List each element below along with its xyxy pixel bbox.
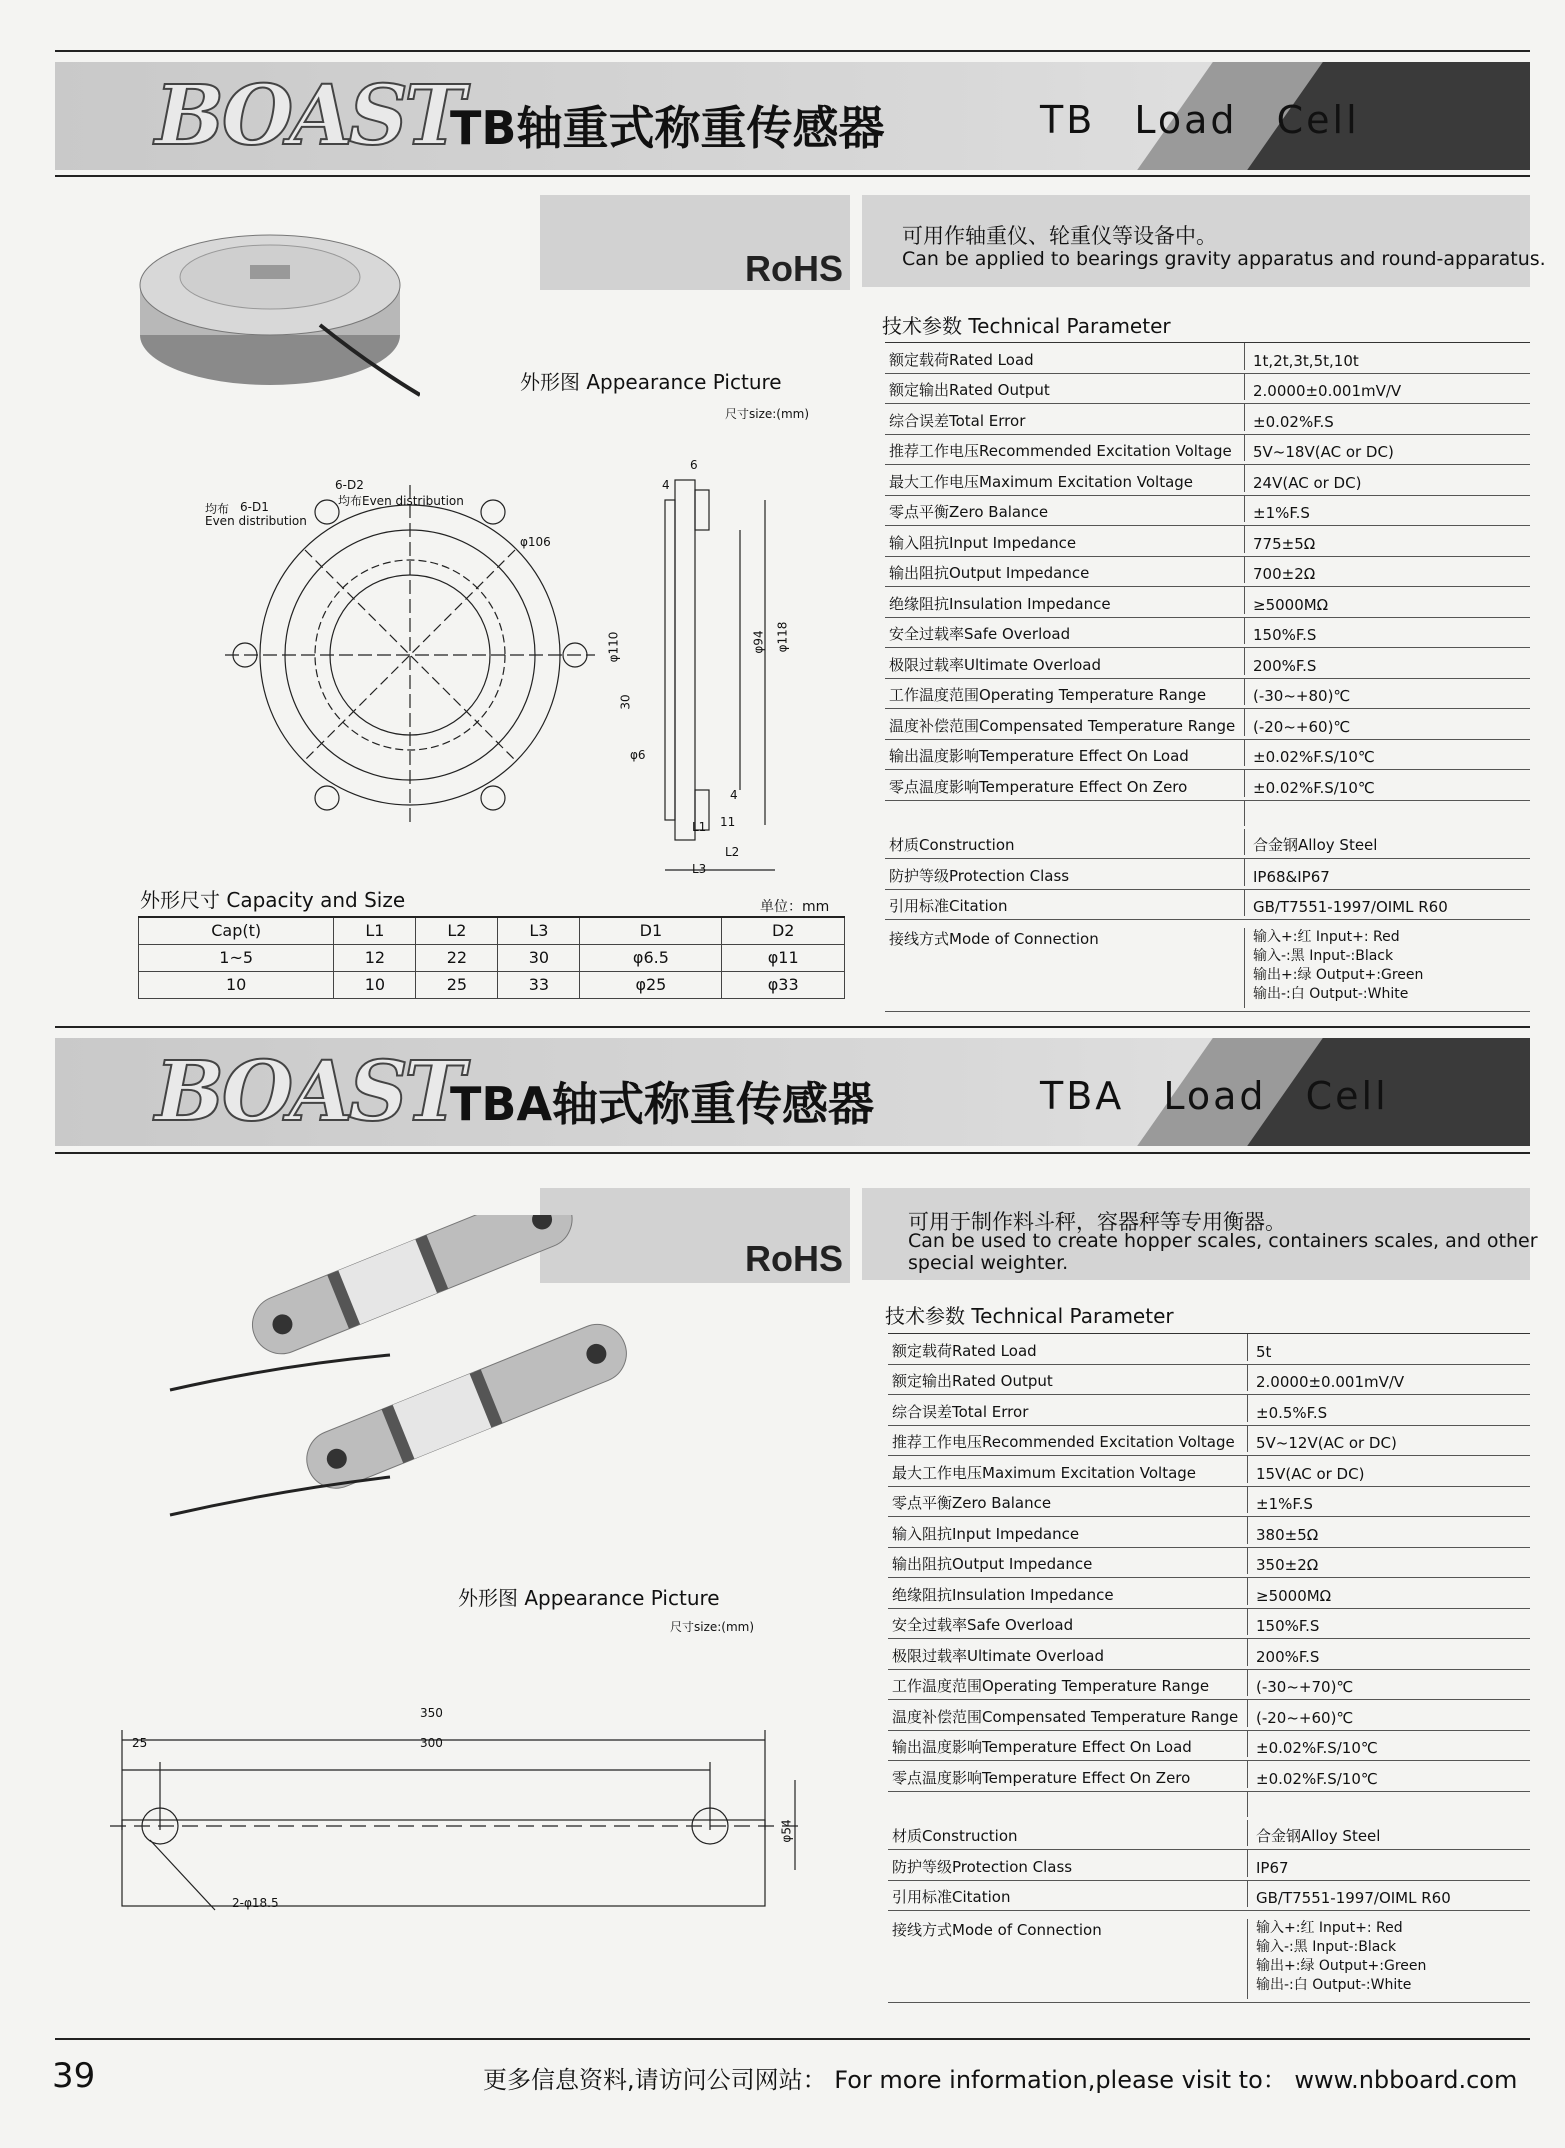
- spec-row: [888, 1731, 1530, 1762]
- spec-row: [888, 1487, 1530, 1518]
- footer-rule: [55, 2038, 1530, 2040]
- size-unit-label: 尺寸size:(mm): [670, 1620, 755, 1634]
- size-cell: φ25: [580, 971, 722, 998]
- spec-value: ±0.02%F.S/10℃: [1256, 1769, 1378, 1788]
- desc-en: Can be used to create hopper scales, containers scales, and other: [908, 1230, 1538, 1252]
- drawing-label-350: 350: [420, 1706, 443, 1720]
- spec-row: [885, 618, 1530, 649]
- spec-row: [888, 1820, 1530, 1851]
- spec-row: [885, 465, 1530, 496]
- spec-key: 额定输出Rated Output: [885, 374, 1245, 401]
- spec-value: GB/T7551-1997/OIML R60: [1253, 898, 1448, 916]
- spec-row: [885, 648, 1530, 679]
- spec-value: 5t: [1256, 1342, 1272, 1361]
- desc-cn: 可用于制作料斗秤，容器秤等专用衡器。: [908, 1210, 1286, 1234]
- size-header: D2: [722, 917, 845, 944]
- spec-value: 200%F.S: [1253, 656, 1317, 675]
- drawing-label-6d2: 6-D2: [335, 478, 364, 492]
- connection-line: 输入+:红 Input+: Red: [1253, 929, 1400, 945]
- spec-key: 零点平衡Zero Balance: [885, 496, 1245, 523]
- drawing-label-11: 11: [720, 815, 736, 829]
- spec-row: [888, 1395, 1530, 1426]
- spec-key: 防护等级Protection Class: [888, 1850, 1248, 1877]
- spec-row: [888, 1578, 1530, 1609]
- spec-gap-cell: [888, 1792, 1248, 1817]
- product-title-cn: TB轴重式称重传感器: [450, 101, 885, 155]
- spec-row: [885, 679, 1530, 710]
- size-cell: 30: [498, 944, 580, 971]
- spec-row: [885, 343, 1530, 374]
- spec-row: [888, 1850, 1530, 1881]
- product-title-cn: TBA轴式称重传感器: [450, 1077, 875, 1131]
- spec-row: [888, 1548, 1530, 1579]
- spec-value: ±0.02%F.S/10℃: [1253, 778, 1375, 797]
- bottom-header-underline: [55, 1152, 1530, 1154]
- size-cell: φ6.5: [580, 944, 722, 971]
- tb-spec-table: [885, 342, 1530, 1012]
- size-cell: 25: [416, 971, 498, 998]
- drawing-label-even-en: Even distribution: [205, 514, 307, 528]
- product-title-en: TBA Load Cell: [1040, 1074, 1389, 1118]
- spec-key: 综合误差Total Error: [888, 1395, 1248, 1422]
- drawing-label-phi106: φ106: [520, 535, 551, 549]
- spec-row: [888, 1517, 1530, 1548]
- size-cell: 1~5: [139, 944, 334, 971]
- size-cell: 22: [416, 944, 498, 971]
- size-cell: 10: [334, 971, 416, 998]
- spec-key: 零点温度影响Temperature Effect On Zero: [888, 1761, 1248, 1788]
- spec-gap: [885, 801, 1530, 829]
- size-header: L1: [334, 917, 416, 944]
- spec-key: 输出温度影响Temperature Effect On Load: [885, 740, 1245, 767]
- spec-row: [885, 829, 1530, 860]
- spec-row: [885, 770, 1530, 801]
- spec-value: 15V(AC or DC): [1256, 1464, 1365, 1483]
- spec-row: [885, 526, 1530, 557]
- drawing-label-30: 30: [618, 694, 633, 710]
- spec-key: 温度补偿范围Compensated Temperature Range: [888, 1700, 1248, 1727]
- spec-key: 工作温度范围Operating Temperature Range: [885, 679, 1245, 706]
- capacity-size-table: [138, 916, 845, 999]
- desc-en: Can be applied to bearings gravity apparatus and round-apparatus.: [902, 248, 1546, 270]
- size-cell: φ11: [722, 944, 845, 971]
- spec-key: 安全过载率Safe Overload: [885, 618, 1245, 645]
- spec-key: 安全过载率Safe Overload: [888, 1609, 1248, 1636]
- spec-value: 2.0000±0.001mV/V: [1253, 382, 1402, 400]
- spec-value: ±0.02%F.S/10℃: [1256, 1739, 1378, 1757]
- brand-logo: BOAST: [155, 68, 462, 164]
- size-cell: 33: [498, 971, 580, 998]
- drawing-label-phi110: φ110: [606, 631, 621, 663]
- spec-value: ≥5000MΩ: [1253, 595, 1329, 614]
- connection-line: 输入-:黑 Input-:Black: [1256, 1939, 1397, 1955]
- drawing-label-phi54: φ54: [779, 1819, 794, 1843]
- spec-key: 综合误差Total Error: [885, 404, 1245, 431]
- spec-row: [885, 404, 1530, 435]
- spec-row: [885, 890, 1530, 921]
- spec-row: [885, 496, 1530, 527]
- spec-value: (-20~+60)℃: [1256, 1708, 1354, 1727]
- spec-value: 350±2Ω: [1256, 1556, 1319, 1574]
- tba-spec-table: [888, 1333, 1530, 2003]
- spec-key: 引用标准Citation: [885, 890, 1245, 917]
- spec-key: 额定载荷Rated Load: [888, 1334, 1248, 1361]
- spec-key: 接线方式Mode of Connection: [885, 928, 1245, 1008]
- spec-value: 2.0000±0.001mV/V: [1256, 1373, 1405, 1391]
- spec-key: 输入阻抗Input Impedance: [885, 526, 1245, 553]
- brand-logo: BOAST: [155, 1044, 462, 1140]
- spec-row: [888, 1639, 1530, 1670]
- spec-key: 温度补偿范围Compensated Temperature Range: [885, 709, 1245, 736]
- spec-value: 5V~18V(AC or DC): [1253, 443, 1394, 461]
- spec-row: [888, 1456, 1530, 1487]
- connection-line: 输入+:红 Input+: Red: [1256, 1920, 1403, 1936]
- drawing-label-300: 300: [420, 1736, 443, 1750]
- drawing-label-l3: L3: [692, 862, 707, 876]
- spec-key: 输出阻抗Output Impedance: [885, 557, 1245, 584]
- spec-value: 合金钢Alloy Steel: [1253, 836, 1378, 854]
- spec-row-connection: [888, 1911, 1530, 2003]
- appearance-heading: 外形图 Appearance Picture: [520, 370, 782, 394]
- spec-key: 极限过载率Ultimate Overload: [885, 648, 1245, 675]
- spec-key: 最大工作电压Maximum Excitation Voltage: [888, 1456, 1248, 1483]
- size-unit-label: 尺寸size:(mm): [725, 407, 810, 421]
- spec-key: 零点温度影响Temperature Effect On Zero: [885, 770, 1245, 797]
- connection-line: 输出+:绿 Output+:Green: [1253, 967, 1424, 983]
- spec-value: 150%F.S: [1253, 626, 1317, 644]
- spec-value: 380±5Ω: [1256, 1525, 1319, 1544]
- drawing-label-6d1: 6-D1: [240, 500, 269, 514]
- spec-row: [888, 1426, 1530, 1457]
- spec-value: [1245, 928, 1423, 1004]
- drawing-label-l2: L2: [725, 845, 740, 859]
- spec-value: ±0.02%F.S/10℃: [1253, 748, 1375, 766]
- spec-row: [888, 1881, 1530, 1912]
- spec-key: 材质Construction: [885, 829, 1245, 856]
- tech-param-heading: 技术参数 Technical Parameter: [885, 1304, 1174, 1328]
- spec-row: [885, 374, 1530, 405]
- spec-key: 输出温度影响Temperature Effect On Load: [888, 1731, 1248, 1758]
- spec-key: 绝缘阻抗Insulation Impedance: [888, 1578, 1248, 1605]
- spec-value: ±1%F.S: [1256, 1495, 1313, 1513]
- drawing-label-4b: 4: [730, 788, 738, 802]
- spec-value: 1t,2t,3t,5t,10t: [1253, 351, 1359, 370]
- size-header: Cap(t): [139, 917, 334, 944]
- connection-line: 输出-:白 Output-:White: [1256, 1977, 1412, 1993]
- spec-row: [885, 435, 1530, 466]
- size-table-title: 外形尺寸 Capacity and Size: [140, 888, 406, 912]
- desc-en: special weighter.: [908, 1252, 1069, 1274]
- spec-value: 24V(AC or DC): [1253, 473, 1362, 492]
- spec-value: GB/T7551-1997/OIML R60: [1256, 1889, 1451, 1907]
- drawing-label-l1: L1: [692, 820, 707, 834]
- spec-row: [888, 1609, 1530, 1640]
- size-cell: 12: [334, 944, 416, 971]
- spec-key: 输入阻抗Input Impedance: [888, 1517, 1248, 1544]
- drawing-label-even: 均布: [205, 502, 230, 516]
- spec-key: 最大工作电压Maximum Excitation Voltage: [885, 465, 1245, 492]
- tba-load-cell-photo: [160, 1215, 640, 1535]
- rohs-label: RoHS: [745, 248, 843, 289]
- spec-key: 极限过载率Ultimate Overload: [888, 1639, 1248, 1666]
- spec-gap: [888, 1792, 1530, 1820]
- drawing-label-phi6: φ6: [630, 748, 646, 762]
- rohs-label: RoHS: [745, 1238, 843, 1279]
- size-header: L3: [498, 917, 580, 944]
- drawing-label-2phi18: 2-φ18.5: [232, 1896, 279, 1910]
- spec-value: 合金钢Alloy Steel: [1256, 1827, 1381, 1845]
- tech-param-heading: 技术参数 Technical Parameter: [882, 314, 1171, 338]
- spec-key: 额定输出Rated Output: [888, 1365, 1248, 1392]
- spec-key: 额定载荷Rated Load: [885, 343, 1245, 370]
- footer-website-text: 更多信息资料,请访问公司网站： For more information,please visit to： www.nbboard.com: [483, 2066, 1518, 2094]
- spec-row: [885, 557, 1530, 588]
- spec-row: [885, 740, 1530, 771]
- spec-row: [888, 1670, 1530, 1701]
- spec-value: IP67: [1256, 1858, 1289, 1877]
- spec-value: ±0.02%F.S: [1253, 412, 1334, 431]
- product-title-en: TB Load Cell: [1040, 98, 1360, 142]
- spec-key: 防护等级Protection Class: [885, 859, 1245, 886]
- spec-key: 引用标准Citation: [888, 1881, 1248, 1908]
- spec-row: [888, 1761, 1530, 1792]
- top-rule: [55, 50, 1530, 52]
- drawing-label-25: 25: [132, 1736, 148, 1750]
- spec-key: 推荐工作电压Recommended Excitation Voltage: [888, 1426, 1248, 1453]
- spec-gap-cell: [885, 801, 1245, 826]
- desc-cn: 可用作轴重仪、轮重仪等设备中。: [902, 224, 1217, 248]
- drawing-label-phi94: φ94: [751, 630, 766, 654]
- spec-key: 零点平衡Zero Balance: [888, 1487, 1248, 1514]
- spec-row-connection: [885, 920, 1530, 1012]
- spec-value: ≥5000MΩ: [1256, 1586, 1332, 1605]
- drawing-label-4a: 4: [662, 478, 670, 492]
- connection-line: 输出-:白 Output-:White: [1253, 986, 1409, 1002]
- connection-line: 输入-:黑 Input-:Black: [1253, 948, 1394, 964]
- size-cell: φ33: [722, 971, 845, 998]
- spec-value: (-30~+80)℃: [1253, 687, 1351, 705]
- spec-value: 200%F.S: [1256, 1647, 1320, 1666]
- spec-row: [888, 1334, 1530, 1365]
- tb-load-cell-photo: [130, 225, 420, 405]
- drawing-label-6: 6: [690, 458, 698, 472]
- size-cell: 10: [139, 971, 334, 998]
- bottom-rule: [55, 1026, 1530, 1028]
- size-table-unit: 单位：mm: [760, 899, 830, 915]
- drawing-label-even-dist: 均布Even distribution: [338, 494, 464, 508]
- spec-key: 绝缘阻抗Insulation Impedance: [885, 587, 1245, 614]
- spec-key: 工作温度范围Operating Temperature Range: [888, 1670, 1248, 1697]
- drawing-label-phi118: φ118: [775, 621, 790, 653]
- spec-row: [885, 709, 1530, 740]
- spec-value: (-20~+60)℃: [1253, 717, 1351, 736]
- spec-value: ±0.5%F.S: [1256, 1403, 1328, 1422]
- top-header-underline: [55, 175, 1530, 177]
- spec-row: [885, 587, 1530, 618]
- spec-value: 5V~12V(AC or DC): [1256, 1434, 1397, 1452]
- spec-value: 775±5Ω: [1253, 534, 1316, 553]
- spec-row: [888, 1700, 1530, 1731]
- spec-value: (-30~+70)℃: [1256, 1678, 1354, 1696]
- spec-value: ±1%F.S: [1253, 504, 1310, 522]
- spec-key: 输出阻抗Output Impedance: [888, 1548, 1248, 1575]
- spec-row: [888, 1365, 1530, 1396]
- connection-line: 输出+:绿 Output+:Green: [1256, 1958, 1427, 1974]
- spec-key: 接线方式Mode of Connection: [888, 1919, 1248, 1999]
- spec-value: 150%F.S: [1256, 1617, 1320, 1635]
- tba-technical-drawing: [110, 1710, 830, 1940]
- spec-key: 推荐工作电压Recommended Excitation Voltage: [885, 435, 1245, 462]
- spec-value: 700±2Ω: [1253, 565, 1316, 583]
- size-header: L2: [416, 917, 498, 944]
- spec-row: [885, 859, 1530, 890]
- spec-key: 材质Construction: [888, 1820, 1248, 1847]
- spec-value: [1248, 1919, 1426, 1995]
- size-header: D1: [580, 917, 722, 944]
- spec-value: IP68&IP67: [1253, 867, 1330, 886]
- page-number: 39: [52, 2056, 96, 2096]
- appearance-heading: 外形图 Appearance Picture: [458, 1586, 720, 1610]
